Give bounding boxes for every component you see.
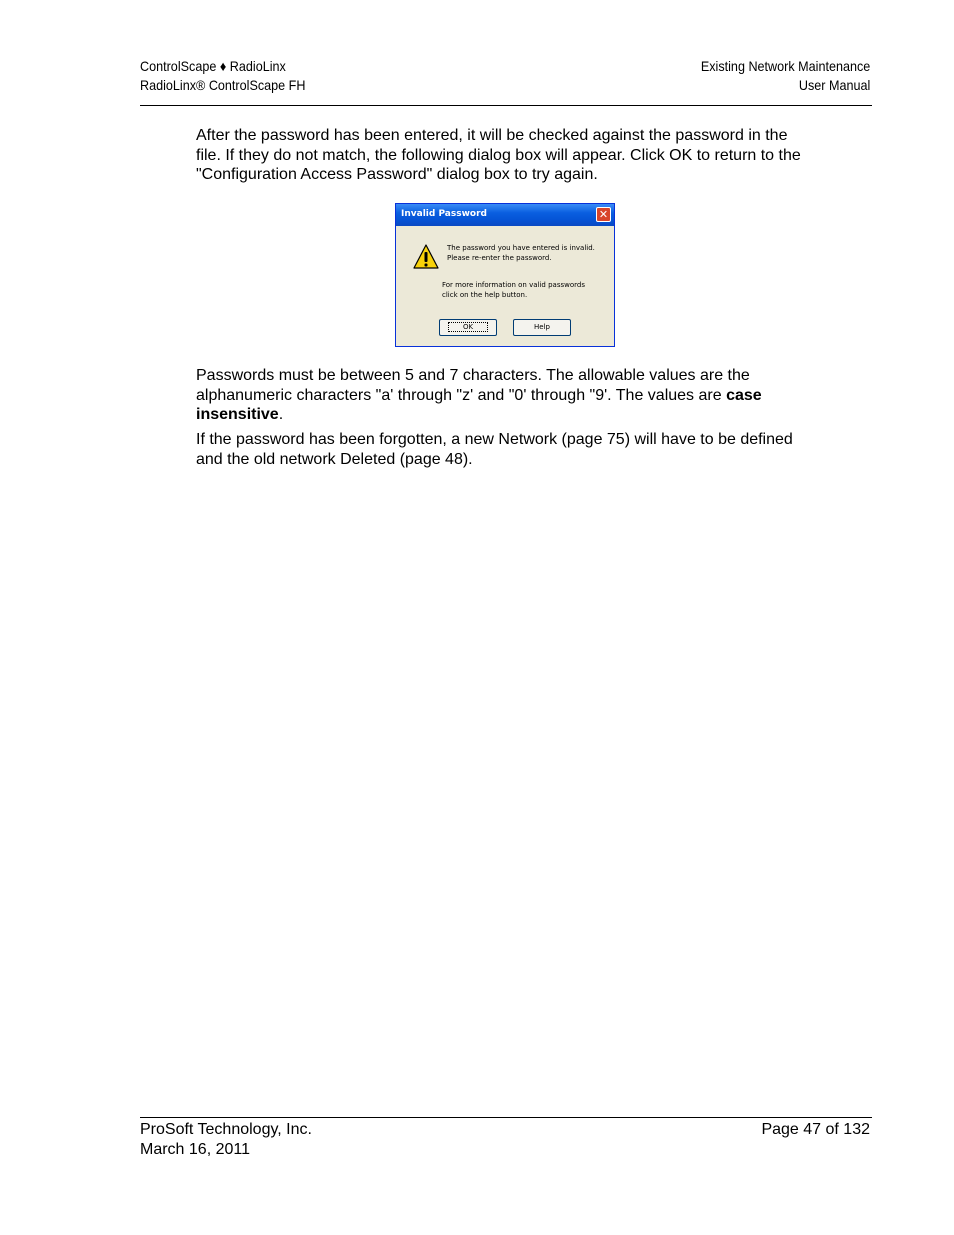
- ok-button[interactable]: [439, 319, 497, 336]
- case-insensitive-emphasis: case insensitive: [196, 386, 762, 423]
- password-rules-text: Passwords must be between 5 and 7 characters. The allowable values are the alphanumeric characters "a' through "z' and "0' through "9'. The values are: [196, 367, 750, 404]
- header-product: ControlScape ♦ RadioLinx: [140, 58, 286, 74]
- paragraph-password-rules: [196, 366, 816, 425]
- footer-page-number: Page 47 of 132: [761, 1121, 870, 1138]
- header-doc-type: User Manual: [798, 77, 870, 93]
- header-section: Existing Network Maintenance: [700, 58, 870, 74]
- footer-divider: [140, 1117, 872, 1118]
- paragraph-forgotten-password: If the password has been forgotten, a new Network (page 75) will have to be defined and the old network Deleted (page 48).: [196, 431, 793, 468]
- footer-left: [140, 1120, 312, 1159]
- dialog-message-invalid: The password you have entered is invalid. Please re-enter the password.: [447, 244, 595, 262]
- invalid-password-dialog: [395, 203, 615, 347]
- header-subproduct: RadioLinx® ControlScape FH: [140, 77, 306, 93]
- ok-button-label: OK: [449, 323, 487, 331]
- paragraph-intro: After the password has been entered, it will be checked against the password in the file. If they do not match, the following dialog box will appear. Click OK to return to the "Configuration Access Password" dialog box to try again.: [196, 127, 801, 183]
- dialog-title: Invalid Password: [401, 209, 487, 219]
- footer-company: ProSoft Technology, Inc.: [140, 1121, 312, 1138]
- password-rules-end: .: [278, 406, 284, 423]
- header-divider: [140, 105, 872, 106]
- dialog-message-help-info: For more information on valid passwords click on the help button.: [442, 281, 585, 299]
- header-left: [140, 57, 305, 95]
- help-button[interactable]: Help: [513, 319, 571, 336]
- warning-icon: [413, 244, 439, 270]
- dialog-titlebar: [396, 204, 614, 226]
- footer-date: March 16, 2011: [140, 1140, 250, 1158]
- close-icon[interactable]: ✕: [596, 207, 611, 222]
- header-right: [701, 57, 870, 95]
